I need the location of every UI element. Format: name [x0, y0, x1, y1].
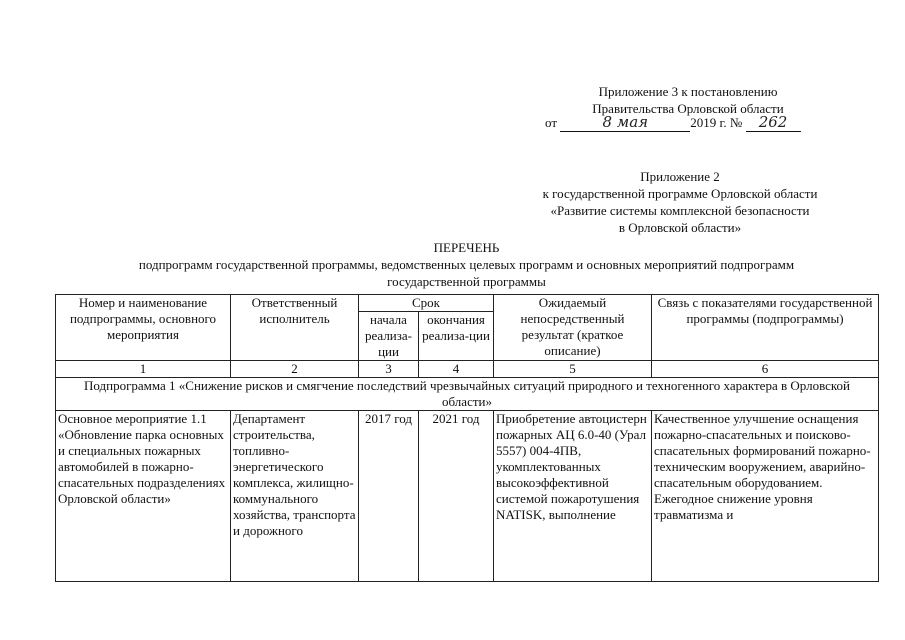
column-number: 4 [419, 361, 494, 378]
header-term-end: окончания реализа-ции [419, 312, 494, 361]
measure-result: Приобретение автоцистерн пожарных АЦ 6.0-40 (Урал 5557) 004-4ПВ, укомплектованных высокоэффективной системой пожаротушения NATISK, выполнение [494, 411, 652, 582]
column-number: 1 [56, 361, 231, 378]
column-number-row [56, 361, 879, 378]
header-col2: Ответственный исполнитель [231, 295, 359, 361]
header-row [56, 295, 879, 312]
appendix3-year: 2019 г. № [690, 115, 743, 130]
appendix3-date-line [545, 113, 845, 135]
appendix2-line3: «Развитие системы комплексной безопасности [550, 203, 810, 218]
appendix3-line1: Приложение 3 к постановлению [598, 84, 778, 99]
subprogram-row [56, 378, 879, 411]
header-col1: Номер и наименование подпрограммы, основного мероприятия [56, 295, 231, 361]
measure-name: Основное мероприятие 1.1 «Обновление парка основных и специальных пожарных автомобилей в пожарно-спасательных подразделениях Орловской области» [56, 411, 231, 582]
measure-end: 2021 год [419, 411, 494, 582]
header-term: Срок [359, 295, 494, 312]
document-subtitle-1: подпрограмм государственной программы, ведомственных целевых программ и основных мероприятий подпрограмм [138, 257, 795, 272]
column-number: 5 [494, 361, 652, 378]
measures-table [55, 294, 879, 582]
appendix3-prefix: от [545, 115, 558, 130]
header-col5: Ожидаемый непосредственный результат (краткое описание) [494, 295, 652, 361]
measure-start: 2017 год [359, 411, 419, 582]
appendix2-line4: в Орловской области» [618, 220, 742, 235]
header-term-start: начала реализа-ции [359, 312, 419, 361]
appendix2-line1: Приложение 2 [640, 169, 720, 184]
document-title: ПЕРЕЧЕНЬ [433, 240, 500, 255]
column-number: 6 [652, 361, 879, 378]
column-number: 2 [231, 361, 359, 378]
subprogram-title: Подпрограмма 1 «Снижение рисков и смягчение последствий чрезвычайных ситуаций природного и техногенного характера в Орловской области» [56, 378, 879, 411]
header-col6: Связь с показателями государственной программы (подпрограммы) [652, 295, 879, 361]
appendix3-line2: Правительства Орловской области [592, 101, 784, 116]
column-number: 3 [359, 361, 419, 378]
measure-link: Качественное улучшение оснащения пожарно-спасательных и поисково-спасательных формирований пожарно-техническим вооружением, аварийно-спасательным оборудованием. Ежегодное снижение уровня травматизма и [652, 411, 879, 582]
table-row [56, 411, 879, 582]
document-subtitle-2: государственной программы [387, 274, 546, 289]
signed-date: 8 мая [560, 113, 690, 132]
measure-executor: Департамент строительства, топливно-энергетического комплекса, жилищно-коммунального хозяйства, транспорта и дорожного [231, 411, 359, 582]
signed-number: 262 [746, 113, 801, 132]
appendix2-line2: к государственной программе Орловской области [542, 186, 818, 201]
